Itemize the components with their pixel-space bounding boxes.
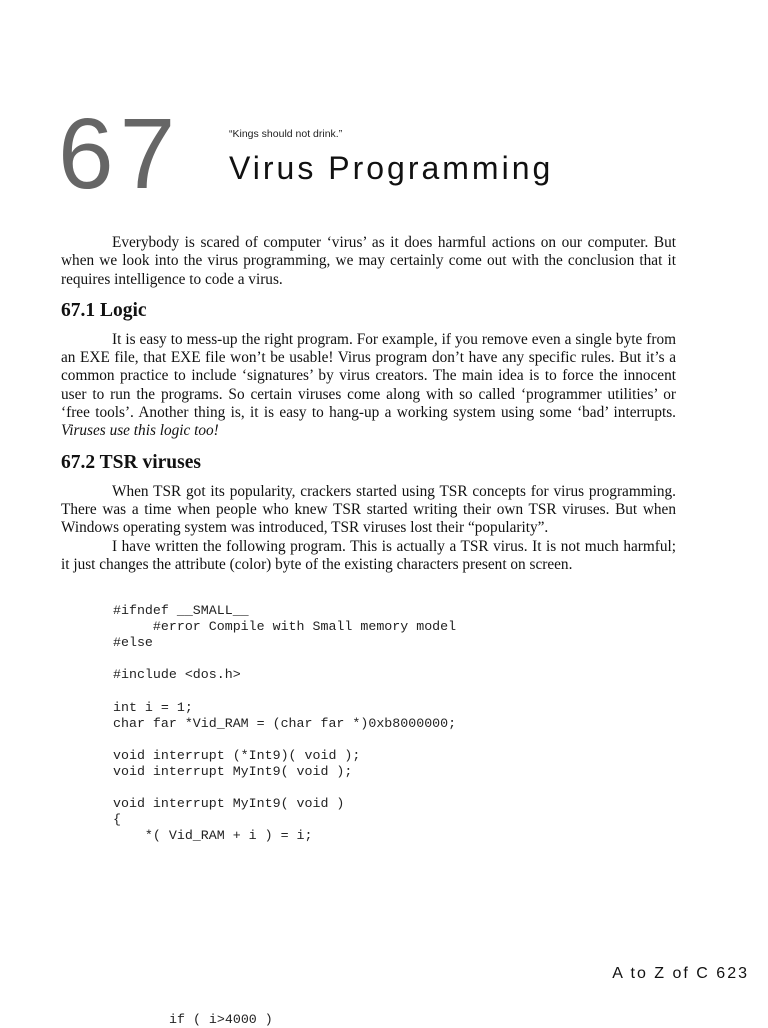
logic-paragraph	[61, 331, 676, 441]
page-footer: A to Z of C 623	[612, 965, 749, 982]
section-heading-logic: 67.1 Logic	[61, 299, 147, 321]
logic-paragraph-emphasis: Viruses use this logic too!	[61, 422, 219, 440]
logic-paragraph-text: It is easy to mess-up the right program. For example, if you remove even a single byte from an EXE file, that EXE file won’t be usable! Virus program don’t have any specific rules. But it’s a common practice to include ‘signatures’ by virus creators. The main idea is to force the innocent user to run the programs. So certain viruses come along with so called ‘programmer utilities’ or ‘free tools’. Another thing is, it is easy to hang-up a working system using some ‘bad’ interrupts.	[61, 330, 676, 422]
tsr-paragraph-1: When TSR got its popularity, crackers started using TSR concepts for virus programming. There was a time when people who knew TSR started writing their own TSR viruses. But when Windows operating system was introduced, TSR viruses lost their “popularity”.	[61, 482, 676, 537]
chapter-epigraph: “Kings should not drink.”	[229, 128, 343, 140]
page-body	[61, 234, 676, 574]
code-listing: #ifndef __SMALL__ #error Compile with Small memory model #else #include <dos.h> int i = 1; char far *Vid_RAM = (char far *)0xb8000000; void interrupt (*Int9)( void ); void interrupt MyInt9( void ); void interrupt MyInt9( void ) { *( Vid_RAM + i ) = i;	[113, 603, 457, 844]
intro-paragraph: Everybody is scared of computer ‘virus’ as it does harmful actions on our computer. But when we look into the virus programming, we may certainly come out with the conclusion that it requires intelligence to code a virus.	[61, 234, 676, 288]
chapter-title: Virus Programming	[229, 150, 554, 186]
tsr-paragraph-2: I have written the following program. This is actually a TSR virus. It is not much harmful; it just changes the attribute (color) byte of the existing characters present on screen.	[61, 537, 676, 573]
chapter-number: 67	[58, 98, 182, 210]
code-continuation: if ( i>4000 )	[169, 1012, 273, 1027]
section-heading-tsr: 67.2 TSR viruses	[61, 451, 201, 473]
